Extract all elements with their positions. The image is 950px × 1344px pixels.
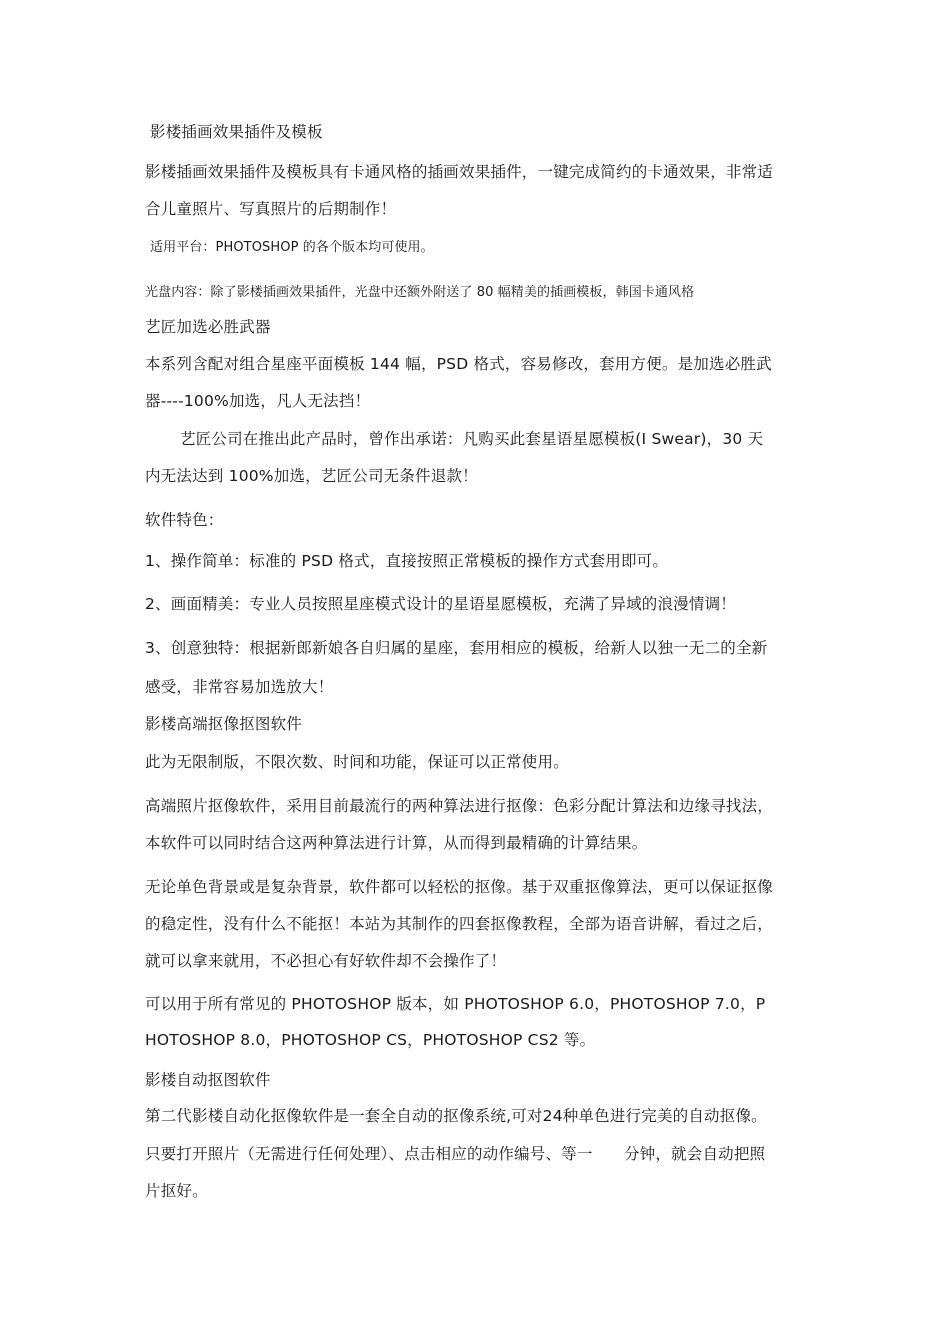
- feature-item-continued: 感受，非常容易加选放大！: [145, 678, 334, 696]
- paragraph-line: 无论单色背景或是复杂背景，软件都可以轻松的抠像。基于双重抠像算法，更可以保证抠像: [145, 878, 774, 896]
- feature-item: 2、画面精美：专业人员按照星座模式设计的星语星愿模板，充满了异域的浪漫情调！: [145, 595, 736, 613]
- paragraph-line: 片抠好。: [145, 1182, 208, 1200]
- paragraph-line: 高端照片抠像软件，采用目前最流行的两种算法进行抠像：色彩分配计算法和边缘寻找法，: [145, 797, 774, 815]
- paragraph-line: 内无法达到 100%加选，艺匠公司无条件退款！: [145, 467, 478, 485]
- paragraph-line: 本系列含配对组合星座平面模板 144 幅，PSD 格式，容易修改，套用方便。是加选必胜武: [145, 355, 772, 373]
- paragraph-line: 可以用于所有常见的 PHOTOSHOP 版本，如 PHOTOSHOP 6.0，PHOTOSHOP 7.0，P: [145, 995, 766, 1013]
- paragraph-line: 艺匠公司在推出此产品时，曾作出承诺：凡购买此套星语星愿模板(I Swear)，30 天: [180, 430, 764, 448]
- paragraph-line: 影楼插画效果插件及模板具有卡通风格的插画效果插件，一键完成简约的卡通效果，非常适: [145, 163, 774, 181]
- section-title-illustration-plugin: 影楼插画效果插件及模板: [150, 123, 323, 141]
- paragraph-line: 就可以拿来就用，不必担心有好软件却不会操作了！: [145, 952, 507, 970]
- feature-item: 3、创意独特：根据新郎新娘各自归属的星座，套用相应的模板，给新人以独一无二的全新: [145, 639, 768, 657]
- paragraph-line: 只要打开照片（无需进行任何处理）、点击相应的动作编号、等一 分钟，就会自动把照: [145, 1145, 766, 1163]
- feature-item: 1、操作简单：标准的 PSD 格式，直接按照正常模板的操作方式套用即可。: [145, 552, 669, 570]
- paragraph-line: 此为无限制版，不限次数、时间和功能，保证可以正常使用。: [145, 753, 569, 771]
- paragraph-line: HOTOSHOP 8.0，PHOTOSHOP CS，PHOTOSHOP CS2 等。: [145, 1031, 596, 1049]
- section-title-selection-weapon: 艺匠加选必胜武器: [145, 318, 271, 336]
- platform-note: 适用平台：PHOTOSHOP 的各个版本均可使用。: [150, 240, 434, 255]
- disc-content-note: 光盘内容：除了影楼插画效果插件，光盘中还额外附送了 80 幅精美的插画模板，韩国卡通风格: [145, 285, 695, 300]
- paragraph-line: 的稳定性，没有什么不能抠！本站为其制作的四套抠像教程，全部为语音讲解，看过之后，: [145, 915, 774, 933]
- section-title-matting-software: 影楼高端抠像抠图软件: [145, 715, 303, 733]
- section-title-auto-matting: 影楼自动抠图软件: [145, 1071, 271, 1089]
- paragraph-line: 合儿童照片、写真照片的后期制作！: [145, 200, 397, 218]
- paragraph-line: 器----100%加选，凡人无法挡！: [145, 392, 371, 410]
- paragraph-line: 第二代影楼自动化抠像软件是一套全自动的抠像系统,可对24种单色进行完美的自动抠像。: [145, 1107, 767, 1125]
- features-heading: 软件特色：: [145, 511, 224, 529]
- paragraph-line: 本软件可以同时结合这两种算法进行计算，从而得到最精确的计算结果。: [145, 834, 648, 852]
